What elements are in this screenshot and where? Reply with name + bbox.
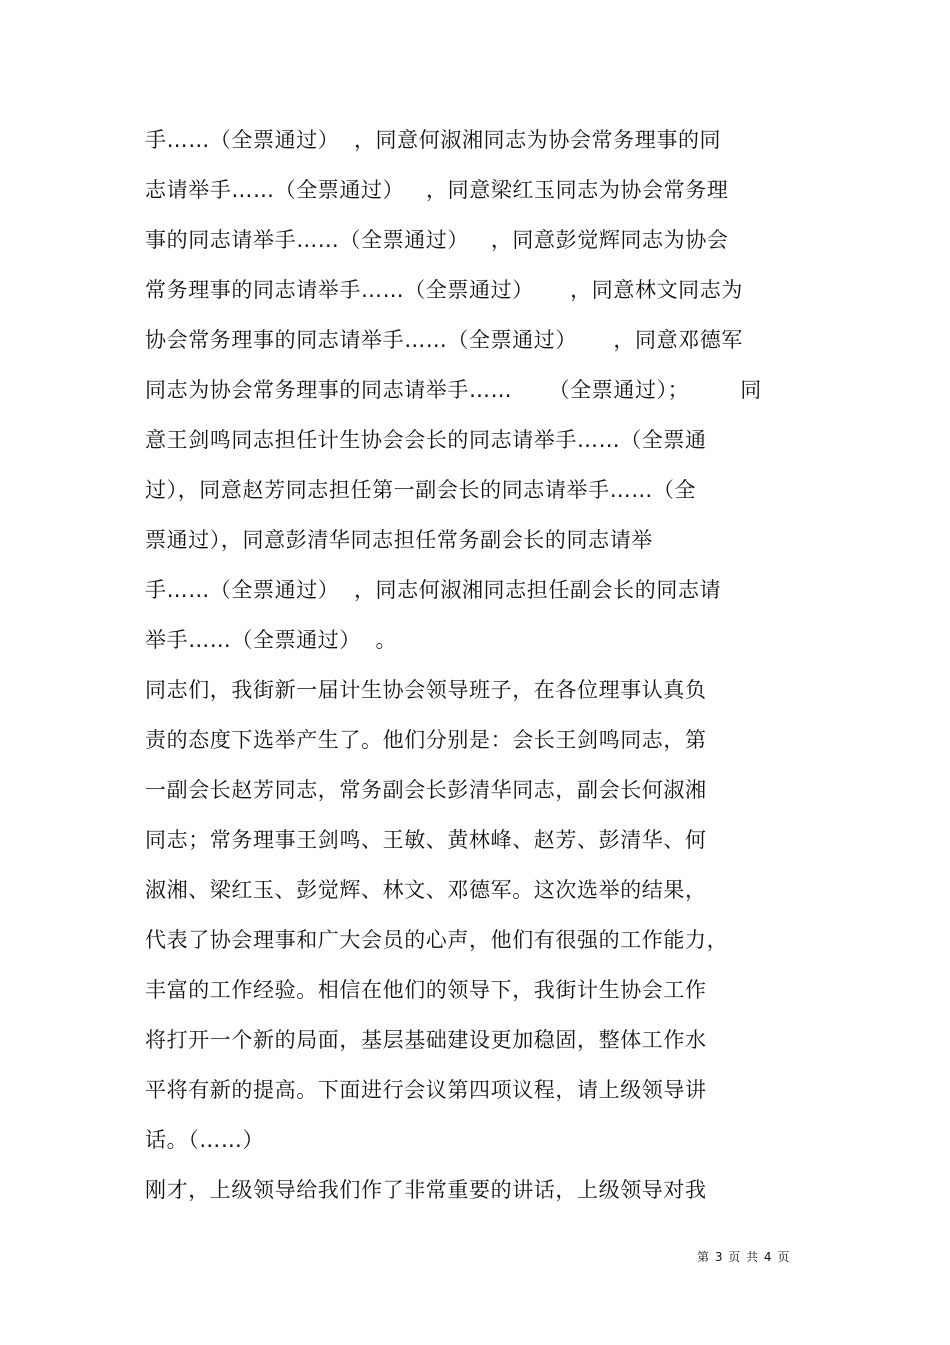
text-line: 过），同意赵芳同志担任第一副会长的同志请举手……（全 [145,478,697,502]
text-line: 意王剑鸣同志担任计生协会会长的同志请举手……（全票通 [145,428,707,452]
text-line: 手……（全票通过） ，同志何淑湘同志担任副会长的同志请 [145,578,722,602]
text-line: 代表了协会理事和广大会员的心声，他们有很强的工作能力， [145,928,729,952]
text-line: 淑湘、梁红玉、彭觉辉、林文、邓德军。这次选举的结果， [145,878,707,902]
text-line: 将打开一个新的局面，基层基础建设更加稳固，整体工作水 [145,1028,707,1052]
page-number-footer: 第 3 页 共 4 页 [697,1250,791,1264]
text-line: 常务理事的同志请举手……（全票通过） ，同意林文同志为 [145,278,743,302]
text-line: 刚才，上级领导给我们作了非常重要的讲话，上级领导对我 [145,1178,707,1202]
text-line: 话。（……） [145,1128,265,1152]
text-line: 同志为协会常务理事的同志请举手…… （全票通过）； 同 [145,378,762,402]
text-line: 志请举手……（全票通过） ，同意梁红玉同志为协会常务理 [145,178,729,202]
text-line: 票通过），同意彭清华同志担任常务副会长的同志请举 [145,528,653,552]
text-line: 一副会长赵芳同志，常务副会长彭清华同志，副会长何淑湘 [145,778,707,802]
text-line: 责的态度下选举产生了。他们分别是：会长王剑鸣同志，第 [145,728,707,752]
text-line: 协会常务理事的同志请举手……（全票通过） ，同意邓德军 [145,328,743,352]
text-line: 同志；常务理事王剑鸣、王敏、黄林峰、赵芳、彭清华、何 [145,828,707,852]
text-line: 丰富的工作经验。相信在他们的领导下，我街计生协会工作 [145,978,707,1002]
text-line: 举手……（全票通过） 。 [145,628,398,652]
text-line: 同志们，我街新一届计生协会领导班子，在各位理事认真负 [145,678,707,702]
text-line: 事的同志请举手……（全票通过） ，同意彭觉辉同志为协会 [145,228,729,252]
text-line: 平将有新的提高。下面进行会议第四项议程，请上级领导讲 [145,1078,707,1102]
text-line: 手……（全票通过） ，同意何淑湘同志为协会常务理事的同 [145,128,722,152]
